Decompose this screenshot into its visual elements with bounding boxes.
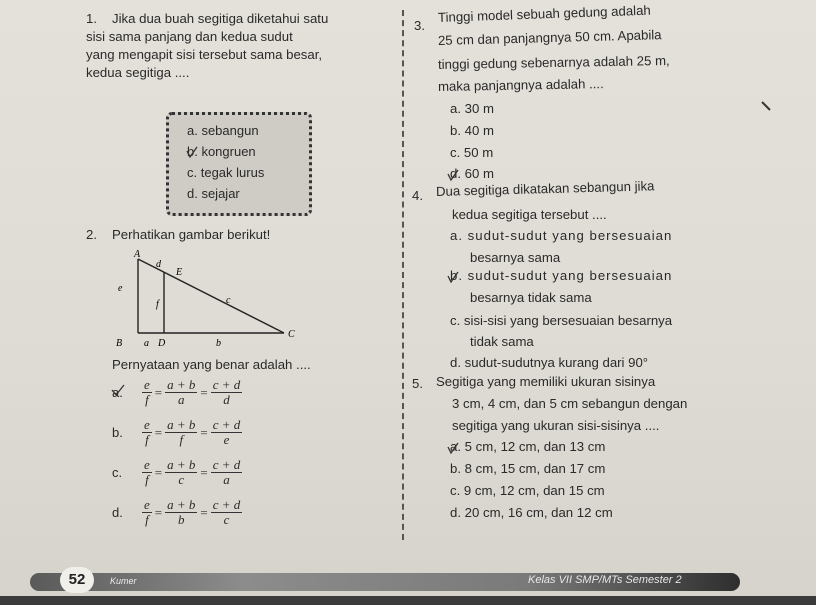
label-b: b — [216, 338, 221, 349]
q1-number: 1. — [86, 11, 97, 26]
q3-line: tinggi gedung sebenarnya adalah 25 m, — [437, 52, 670, 72]
q1-option-a[interactable]: a. sebangun — [187, 123, 259, 138]
q4-option-b[interactable]: b. sudut-sudut yang bersesuaian — [450, 268, 673, 283]
fraction: $\frac{a + b}{b}$ — [167, 497, 196, 527]
fraction: $\frac{e}{f}$ — [144, 497, 150, 527]
q3-line: 25 cm dan panjangnya 50 cm. Apabila — [437, 27, 662, 48]
q1-options-box — [166, 112, 312, 216]
label-e: e — [118, 283, 123, 294]
fraction: $\frac{e}{f}$ — [144, 377, 150, 407]
fraction: $\frac{a + b}{c}$ — [167, 457, 196, 487]
q2-number: 2. — [86, 227, 97, 242]
q2-prompt: Perhatikan gambar berikut! — [112, 227, 271, 242]
q2-option-d[interactable]: d. $\frac{e}{f}$ = $\frac{a + b}{b}$ = $\frac{c + d}{c}$ — [112, 497, 241, 527]
q1-line: yang mengapit sisi tersebut sama besar, — [86, 47, 323, 62]
footer-brand: Kumer — [110, 576, 137, 586]
fraction: $\frac{a + b}{a}$ — [167, 377, 196, 407]
q2-statement: Pernyataan yang benar adalah .... — [112, 357, 311, 372]
q1-option-d[interactable]: d. sejajar — [187, 186, 240, 201]
q2-option-label: a. — [112, 385, 123, 400]
q4-option-a-cont: besarnya sama — [470, 250, 561, 265]
q1-option-c[interactable]: c. tegak lurus — [187, 165, 265, 180]
fraction: $\frac{e}{f}$ — [144, 457, 150, 487]
footer-course: Kelas VII SMP/MTs Semester 2 — [528, 574, 682, 586]
q4-option-c[interactable]: c. sisi-sisi yang bersesuaian besarnya — [450, 313, 673, 328]
q1-option-b[interactable]: b. kongruen — [187, 144, 256, 159]
q2-option-b[interactable]: b. $\frac{e}{f}$ = $\frac{a + b}{f}$ = $\frac{c + d}{e}$ — [112, 417, 241, 447]
q3-number: 3. — [414, 18, 425, 33]
q4-line: kedua segitiga tersebut .... — [452, 207, 607, 222]
q3-option-c[interactable]: c. 50 m — [450, 145, 494, 160]
q5-line: 3 cm, 4 cm, dan 5 cm sebangun dengan — [452, 396, 688, 411]
q5-option-d[interactable]: d. 20 cm, 16 cm, dan 12 cm — [450, 505, 613, 520]
q2-option-label: c. — [112, 465, 123, 480]
column-divider — [402, 10, 404, 540]
q4-option-d[interactable]: d. sudut-sudutnya kurang dari 90° — [450, 355, 649, 370]
pencil-mark-icon — [760, 100, 774, 114]
q3-option-d[interactable]: d. 60 m — [450, 166, 494, 181]
fraction: $\frac{a + b}{f}$ — [167, 417, 196, 447]
answer-check-mark — [110, 383, 126, 397]
q4-option-b-cont: besarnya tidak sama — [470, 290, 592, 305]
fraction: $\frac{c + d}{d}$ — [212, 377, 241, 407]
q5-line: segitiga yang ukuran sisi-sisinya .... — [452, 418, 660, 433]
q4-number: 4. — [412, 188, 423, 203]
label-B: B — [116, 338, 123, 349]
q5-line: Segitiga yang memiliki ukuran sisinya — [436, 374, 656, 389]
label-E: E — [176, 267, 183, 278]
label-A: A — [134, 249, 141, 260]
q3-line: Tinggi model sebuah gedung adalah — [437, 2, 651, 25]
fraction: $\frac{c + d}{e}$ — [212, 417, 241, 447]
q1-line: sisi sama panjang dan kedua sudut — [86, 29, 293, 44]
label-C: C — [288, 329, 295, 340]
answer-check-mark — [446, 441, 460, 455]
q3-option-a[interactable]: a. 30 m — [450, 101, 494, 116]
answer-check-mark — [446, 270, 460, 284]
bottom-shadow — [0, 596, 816, 605]
label-d: d — [156, 259, 161, 270]
q5-option-b[interactable]: b. 8 cm, 15 cm, dan 17 cm — [450, 461, 606, 476]
q3-line: maka panjangnya adalah .... — [437, 76, 604, 94]
q5-option-a[interactable]: a. 5 cm, 12 cm, dan 13 cm — [450, 439, 606, 454]
fraction: $\frac{e}{f}$ — [144, 417, 150, 447]
q2-option-label: d. — [112, 505, 123, 520]
q4-option-a[interactable]: a. sudut-sudut yang bersesuaian — [450, 228, 673, 243]
fraction: $\frac{c + d}{a}$ — [212, 457, 241, 487]
q1-line: Jika dua buah segitiga diketahui satu — [112, 11, 329, 26]
fraction: $\frac{c + d}{c}$ — [212, 497, 241, 527]
q2-option-c[interactable]: c. $\frac{e}{f}$ = $\frac{a + b}{c}$ = $\frac{c + d}{a}$ — [112, 457, 241, 487]
label-a: a — [144, 338, 149, 349]
page-number: 52 — [60, 567, 94, 593]
label-f: f — [156, 299, 159, 310]
q5-option-c[interactable]: c. 9 cm, 12 cm, dan 15 cm — [450, 483, 605, 498]
label-D: D — [158, 338, 166, 349]
q2-option-label: b. — [112, 425, 123, 440]
q3-option-b[interactable]: b. 40 m — [450, 123, 494, 138]
answer-check-mark — [446, 168, 460, 182]
q2-option-a[interactable]: a. $\frac{e}{f}$ = $\frac{a + b}{a}$ = $\frac{c + d}{d}$ — [112, 377, 241, 407]
q4-option-c-cont: tidak sama — [470, 334, 534, 349]
page-footer — [0, 566, 816, 596]
label-c: c — [226, 295, 231, 306]
answer-check-mark — [185, 145, 199, 159]
q1-line: kedua segitiga .... — [86, 65, 190, 80]
q4-line: Dua segitiga dikatakan sebangun jika — [435, 178, 655, 199]
q5-number: 5. — [412, 376, 423, 391]
triangle-figure — [112, 247, 302, 349]
